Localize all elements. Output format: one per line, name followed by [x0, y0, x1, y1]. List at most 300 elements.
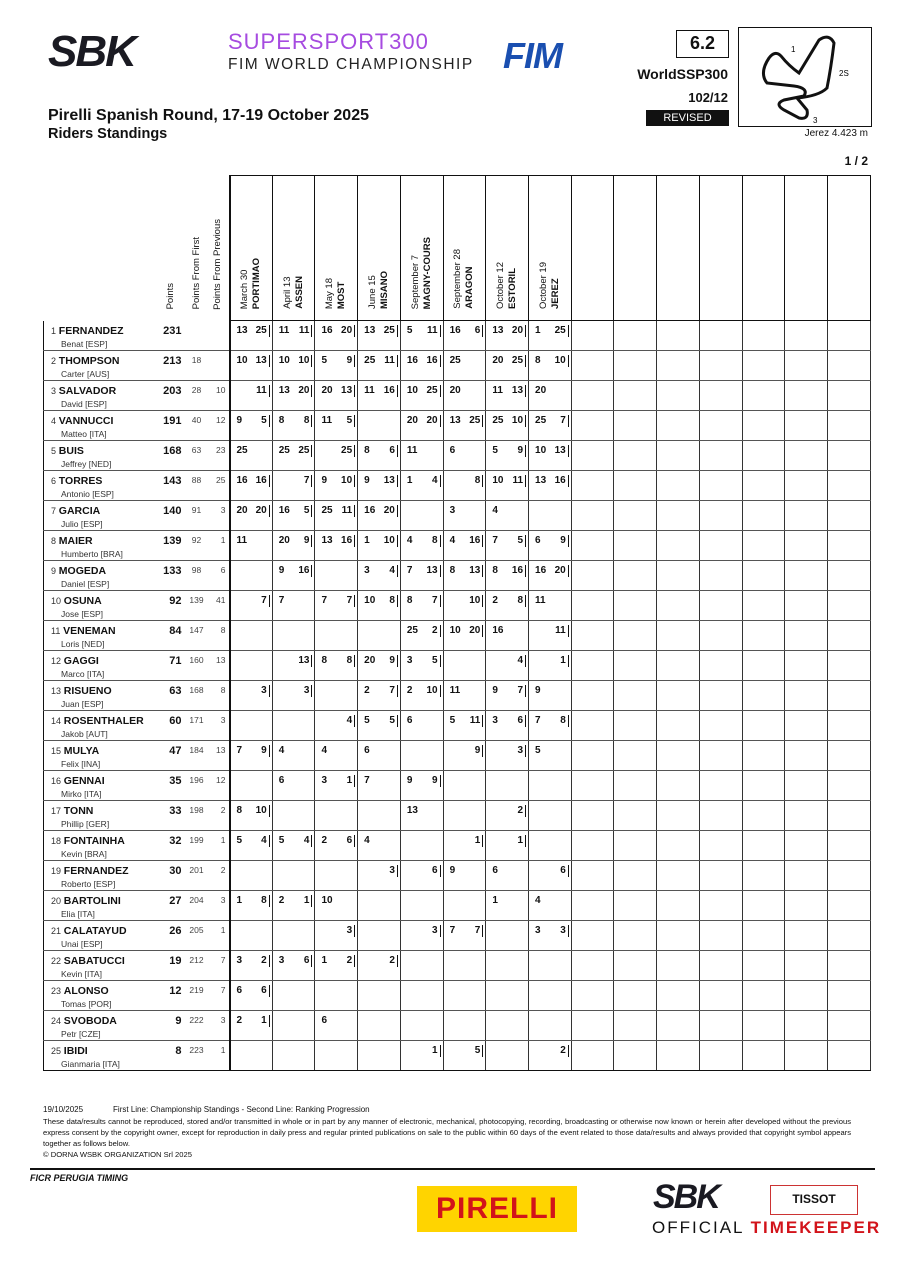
empty-cell [699, 561, 742, 591]
empty-cell [657, 981, 700, 1011]
rider-cell [44, 561, 156, 591]
race-standing: 2 [492, 595, 498, 606]
race-result-cell [358, 381, 401, 411]
table-row [44, 651, 871, 681]
race-result-cell [315, 1041, 358, 1071]
empty-cell [785, 591, 828, 621]
empty-cell [571, 981, 614, 1011]
empty-cell [742, 561, 785, 591]
race-result-cell [529, 501, 572, 531]
track-map-icon [739, 28, 870, 125]
empty-cell [614, 831, 657, 861]
rider-points: 139 [156, 531, 186, 561]
points-from-previous: 8 [208, 681, 230, 711]
race-standing: 8 [278, 415, 285, 426]
race-ranking-progression: 16 [469, 535, 483, 547]
rider-last-name: ROSENTHALER [63, 715, 144, 727]
empty-cell [699, 951, 742, 981]
rider-cell [44, 831, 156, 861]
race-ranking-progression: 2 [347, 955, 356, 967]
race-name: MOST [336, 281, 348, 309]
rider-position: 15 [51, 746, 62, 756]
race-result-cell [358, 351, 401, 381]
race-result-cell [272, 621, 315, 651]
race-result-cell [272, 531, 315, 561]
empty-cell [742, 531, 785, 561]
rider-cell [44, 651, 156, 681]
race-standing: 2 [406, 685, 413, 696]
race-result-cell [272, 321, 315, 351]
race-ranking-progression: 13 [426, 565, 440, 577]
race-result-cell [358, 981, 401, 1011]
race-result-cell [358, 891, 401, 921]
race-ranking-progression: 13 [298, 655, 312, 667]
rider-last-name: VANNUCCI [58, 415, 114, 427]
empty-cell [657, 921, 700, 951]
rider-position: 18 [51, 836, 62, 846]
rider-points: 33 [156, 801, 186, 831]
points-from-previous: 1 [208, 921, 230, 951]
race-result-cell [400, 861, 443, 891]
race-standing: 1 [236, 895, 243, 906]
empty-cell [742, 861, 785, 891]
race-standing: 3 [449, 505, 456, 516]
rider-points: 203 [156, 381, 186, 411]
race-standing: 9 [321, 475, 327, 486]
header-empty-column [785, 176, 828, 321]
race-ranking-progression: 8 [347, 655, 356, 667]
points-from-first: 92 [186, 531, 208, 561]
empty-cell [657, 531, 700, 561]
points-from-first [186, 321, 208, 351]
empty-cell [742, 651, 785, 681]
race-ranking-progression: 16 [298, 565, 312, 577]
race-result-cell [529, 801, 572, 831]
race-standing: 20 [406, 415, 418, 426]
race-ranking-progression: 9 [475, 745, 484, 757]
race-result-cell [529, 831, 572, 861]
race-date: June 15 [367, 275, 379, 309]
rider-first-name: Marco [ITA] [61, 669, 105, 679]
race-result-cell [358, 471, 401, 501]
race-standing: 13 [236, 325, 248, 336]
empty-cell [657, 471, 700, 501]
empty-cell [828, 471, 871, 501]
rider-cell [44, 411, 156, 441]
race-result-cell [486, 861, 529, 891]
empty-cell [657, 951, 700, 981]
race-standing: 1 [321, 955, 327, 966]
race-ranking-progression: 1 [517, 835, 526, 847]
class-name: WorldSSP300 [637, 66, 728, 82]
empty-cell [699, 861, 742, 891]
header-from-previous: Points From Previous [212, 218, 223, 310]
race-standing: 11 [321, 415, 333, 426]
race-result-cell [230, 441, 273, 471]
race-result-cell [443, 351, 486, 381]
rider-points: 168 [156, 441, 186, 471]
race-standing: 8 [321, 655, 327, 666]
empty-cell [742, 501, 785, 531]
empty-cell [571, 531, 614, 561]
race-standing: 9 [535, 685, 541, 696]
empty-cell [828, 741, 871, 771]
race-result-cell [400, 621, 443, 651]
race-result-cell [272, 651, 315, 681]
footer-note: First Line: Championship Standings - Second Line: Ranking Progression [113, 1105, 370, 1114]
empty-cell [571, 891, 614, 921]
rider-first-name: Kevin [ITA] [61, 969, 102, 979]
page-number: 1 / 2 [844, 154, 868, 168]
race-result-cell [529, 651, 572, 681]
race-standing: 8 [449, 565, 456, 576]
header-empty-column [699, 176, 742, 321]
empty-cell [699, 621, 742, 651]
rider-points: 32 [156, 831, 186, 861]
rider-last-name: TORRES [58, 475, 103, 487]
empty-cell [785, 1041, 828, 1071]
race-result-cell [315, 831, 358, 861]
race-standing: 5 [492, 445, 498, 456]
race-result-cell [315, 381, 358, 411]
empty-cell [828, 951, 871, 981]
race-result-cell [272, 741, 315, 771]
race-ranking-progression: 20 [341, 325, 355, 337]
race-date: April 13 [281, 276, 293, 309]
rider-last-name: IBIDI [63, 1045, 88, 1057]
empty-cell [657, 1041, 700, 1071]
race-result-cell [315, 591, 358, 621]
rider-position: 1 [51, 325, 57, 336]
empty-cell [742, 891, 785, 921]
race-standing: 13 [364, 325, 376, 336]
rider-first-name: Jose [ESP] [61, 609, 104, 619]
race-result-cell [486, 411, 529, 441]
rider-cell [44, 981, 156, 1011]
points-from-previous: 13 [208, 651, 230, 681]
rider-points: 213 [156, 351, 186, 381]
race-result-cell [230, 891, 273, 921]
points-from-first: 18 [186, 351, 208, 381]
empty-cell [742, 381, 785, 411]
empty-cell [699, 501, 742, 531]
footer-date: 19/10/2025 [43, 1105, 84, 1114]
race-ranking-progression: 1 [304, 895, 313, 907]
race-ranking-progression: 1 [261, 1015, 270, 1027]
race-result-cell [443, 711, 486, 741]
race-standing: 9 [492, 685, 498, 696]
race-standing: 1 [406, 475, 413, 486]
race-ranking-progression: 10 [426, 685, 440, 697]
race-ranking-progression: 7 [475, 925, 484, 937]
points-from-previous: 1 [208, 531, 230, 561]
race-result-cell [486, 381, 529, 411]
empty-cell [785, 621, 828, 651]
rider-last-name: FERNANDEZ [63, 865, 129, 877]
race-ranking-progression: 2 [432, 625, 441, 637]
race-standing: 10 [492, 475, 504, 486]
race-result-cell [443, 831, 486, 861]
empty-cell [657, 831, 700, 861]
rider-position: 25 [51, 1046, 62, 1056]
race-ranking-progression: 11 [512, 475, 526, 487]
race-ranking-progression: 20 [256, 505, 270, 517]
race-ranking-progression: 4 [261, 835, 270, 847]
race-result-cell [400, 771, 443, 801]
empty-cell [614, 321, 657, 351]
empty-cell [828, 321, 871, 351]
race-ranking-progression: 25 [384, 325, 398, 337]
rider-first-name: Humberto [BRA] [61, 549, 123, 559]
points-from-first: 198 [186, 801, 208, 831]
race-standing: 13 [278, 385, 290, 396]
race-ranking-progression: 3 [432, 925, 441, 937]
race-result-cell [486, 801, 529, 831]
rider-position: 16 [51, 776, 62, 786]
race-result-cell [486, 681, 529, 711]
race-result-cell [272, 441, 315, 471]
empty-cell [657, 411, 700, 441]
race-standing: 8 [535, 355, 541, 366]
race-result-cell [443, 1011, 486, 1041]
empty-cell [742, 771, 785, 801]
empty-cell [699, 891, 742, 921]
rider-cell [44, 861, 156, 891]
empty-cell [828, 861, 871, 891]
rider-points: 143 [156, 471, 186, 501]
empty-cell [614, 741, 657, 771]
race-standing: 16 [406, 355, 418, 366]
rider-points: 19 [156, 951, 186, 981]
race-result-cell [443, 681, 486, 711]
race-standing: 6 [449, 445, 456, 456]
race-result-cell [230, 321, 273, 351]
race-result-cell [529, 591, 572, 621]
race-ranking-progression: 10 [298, 355, 312, 367]
race-standing: 25 [236, 445, 248, 456]
points-from-previous: 3 [208, 711, 230, 741]
empty-cell [571, 951, 614, 981]
standings-table [43, 175, 871, 1071]
race-result-cell [230, 951, 273, 981]
race-result-cell [358, 1011, 401, 1041]
points-from-first: 196 [186, 771, 208, 801]
race-result-cell [529, 381, 572, 411]
race-result-cell [358, 681, 401, 711]
race-ranking-progression: 7 [304, 475, 313, 487]
table-row [44, 1011, 871, 1041]
table-row [44, 921, 871, 951]
race-result-cell [315, 711, 358, 741]
race-result-cell [400, 801, 443, 831]
empty-cell [742, 621, 785, 651]
race-result-cell [358, 831, 401, 861]
race-result-cell [272, 381, 315, 411]
race-ranking-progression: 10 [555, 355, 569, 367]
table-row [44, 771, 871, 801]
empty-cell [614, 471, 657, 501]
race-ranking-progression: 9 [261, 745, 270, 757]
rider-points: 27 [156, 891, 186, 921]
race-result-cell [315, 441, 358, 471]
points-from-first: 63 [186, 441, 208, 471]
empty-cell [571, 681, 614, 711]
empty-cell [699, 711, 742, 741]
points-from-previous: 1 [208, 831, 230, 861]
race-result-cell [358, 591, 401, 621]
rider-first-name: Gianmaria [ITA] [61, 1059, 120, 1069]
points-from-first: 160 [186, 651, 208, 681]
rider-cell [44, 591, 156, 621]
race-standing: 16 [535, 565, 547, 576]
rider-cell [44, 771, 156, 801]
race-result-cell [315, 531, 358, 561]
empty-cell [828, 501, 871, 531]
race-ranking-progression: 1 [475, 835, 484, 847]
empty-cell [828, 441, 871, 471]
race-result-cell [315, 561, 358, 591]
race-result-cell [358, 861, 401, 891]
race-ranking-progression: 16 [512, 565, 526, 577]
race-ranking-progression: 8 [389, 595, 398, 607]
race-standing: 3 [278, 955, 285, 966]
race-result-cell [272, 501, 315, 531]
race-ranking-progression: 10 [512, 415, 526, 427]
rider-last-name: MOGEDA [58, 565, 107, 577]
rider-last-name: GAGGI [63, 655, 99, 667]
empty-cell [614, 711, 657, 741]
race-result-cell [400, 531, 443, 561]
empty-cell [571, 741, 614, 771]
empty-cell [699, 1041, 742, 1071]
empty-cell [657, 771, 700, 801]
race-standing: 16 [492, 625, 504, 636]
empty-cell [657, 891, 700, 921]
race-result-cell [315, 321, 358, 351]
race-result-cell [400, 1041, 443, 1071]
race-ranking-progression: 8 [475, 475, 484, 487]
empty-cell [828, 771, 871, 801]
race-name: PORTIMAO [251, 257, 263, 309]
race-standing: 13 [406, 805, 418, 816]
race-ranking-progression: 7 [261, 595, 270, 607]
race-standing: 5 [535, 745, 541, 756]
points-from-previous: 41 [208, 591, 230, 621]
race-standing: 9 [236, 415, 243, 426]
empty-cell [828, 531, 871, 561]
race-standing: 25 [364, 355, 376, 366]
points-from-first: 205 [186, 921, 208, 951]
race-ranking-progression: 25 [341, 445, 355, 457]
empty-cell [614, 381, 657, 411]
race-ranking-progression: 7 [347, 595, 356, 607]
race-standing: 2 [364, 685, 370, 696]
race-result-cell [400, 831, 443, 861]
empty-cell [657, 741, 700, 771]
race-ranking-progression: 13 [512, 385, 526, 397]
race-result-cell [315, 981, 358, 1011]
empty-cell [785, 921, 828, 951]
race-ranking-progression: 13 [256, 355, 270, 367]
rider-last-name: VENEMAN [63, 625, 116, 637]
table-row [44, 411, 871, 441]
header-empty-column [828, 176, 871, 321]
race-result-cell [230, 1041, 273, 1071]
race-ranking-progression: 20 [426, 415, 440, 427]
race-result-cell [529, 771, 572, 801]
empty-cell [742, 711, 785, 741]
series-subtitle: FIM WORLD CHAMPIONSHIP [228, 56, 474, 73]
empty-cell [571, 501, 614, 531]
table-row [44, 441, 871, 471]
points-from-first: 40 [186, 411, 208, 441]
rider-last-name: SALVADOR [58, 385, 117, 397]
race-date: October 19 [537, 262, 549, 309]
empty-cell [699, 381, 742, 411]
race-standing: 3 [535, 925, 541, 936]
rider-first-name: Unai [ESP] [61, 939, 103, 949]
race-result-cell [315, 501, 358, 531]
empty-cell [614, 1041, 657, 1071]
race-standing: 7 [321, 595, 327, 606]
empty-cell [571, 471, 614, 501]
race-ranking-progression: 20 [555, 565, 569, 577]
race-result-cell [315, 471, 358, 501]
page-title: Riders Standings [48, 126, 168, 142]
points-from-first: 139 [186, 591, 208, 621]
points-from-first: 219 [186, 981, 208, 1011]
empty-cell [742, 921, 785, 951]
empty-cell [571, 561, 614, 591]
race-name: MAGNY-COURS [421, 236, 433, 309]
rider-points: 63 [156, 681, 186, 711]
rider-position: 5 [51, 446, 57, 456]
race-result-cell [529, 561, 572, 591]
footer-text-block [43, 1104, 851, 1160]
race-result-cell [230, 1011, 273, 1041]
race-result-cell [358, 1041, 401, 1071]
race-standing: 7 [492, 535, 498, 546]
empty-cell [828, 981, 871, 1011]
race-result-cell [529, 981, 572, 1011]
race-result-cell [230, 501, 273, 531]
empty-cell [785, 831, 828, 861]
race-standing: 4 [535, 895, 541, 906]
table-row [44, 501, 871, 531]
race-standing: 6 [406, 715, 413, 726]
empty-cell [614, 351, 657, 381]
rider-position: 12 [51, 656, 62, 666]
points-from-first: 171 [186, 711, 208, 741]
race-standing: 13 [492, 325, 504, 336]
rider-cell [44, 501, 156, 531]
race-result-cell [486, 621, 529, 651]
race-ranking-progression: 1 [432, 1045, 441, 1057]
points-from-previous: 7 [208, 951, 230, 981]
race-ranking-progression: 3 [347, 925, 356, 937]
race-standing: 10 [364, 595, 376, 606]
empty-cell [785, 711, 828, 741]
empty-cell [571, 711, 614, 741]
race-result-cell [315, 651, 358, 681]
points-from-previous: 2 [208, 861, 230, 891]
race-result-cell [358, 711, 401, 741]
race-result-cell [486, 471, 529, 501]
race-standing: 7 [364, 775, 370, 786]
empty-cell [742, 1011, 785, 1041]
race-ranking-progression: 3 [261, 685, 270, 697]
rider-first-name: David [ESP] [61, 399, 107, 409]
